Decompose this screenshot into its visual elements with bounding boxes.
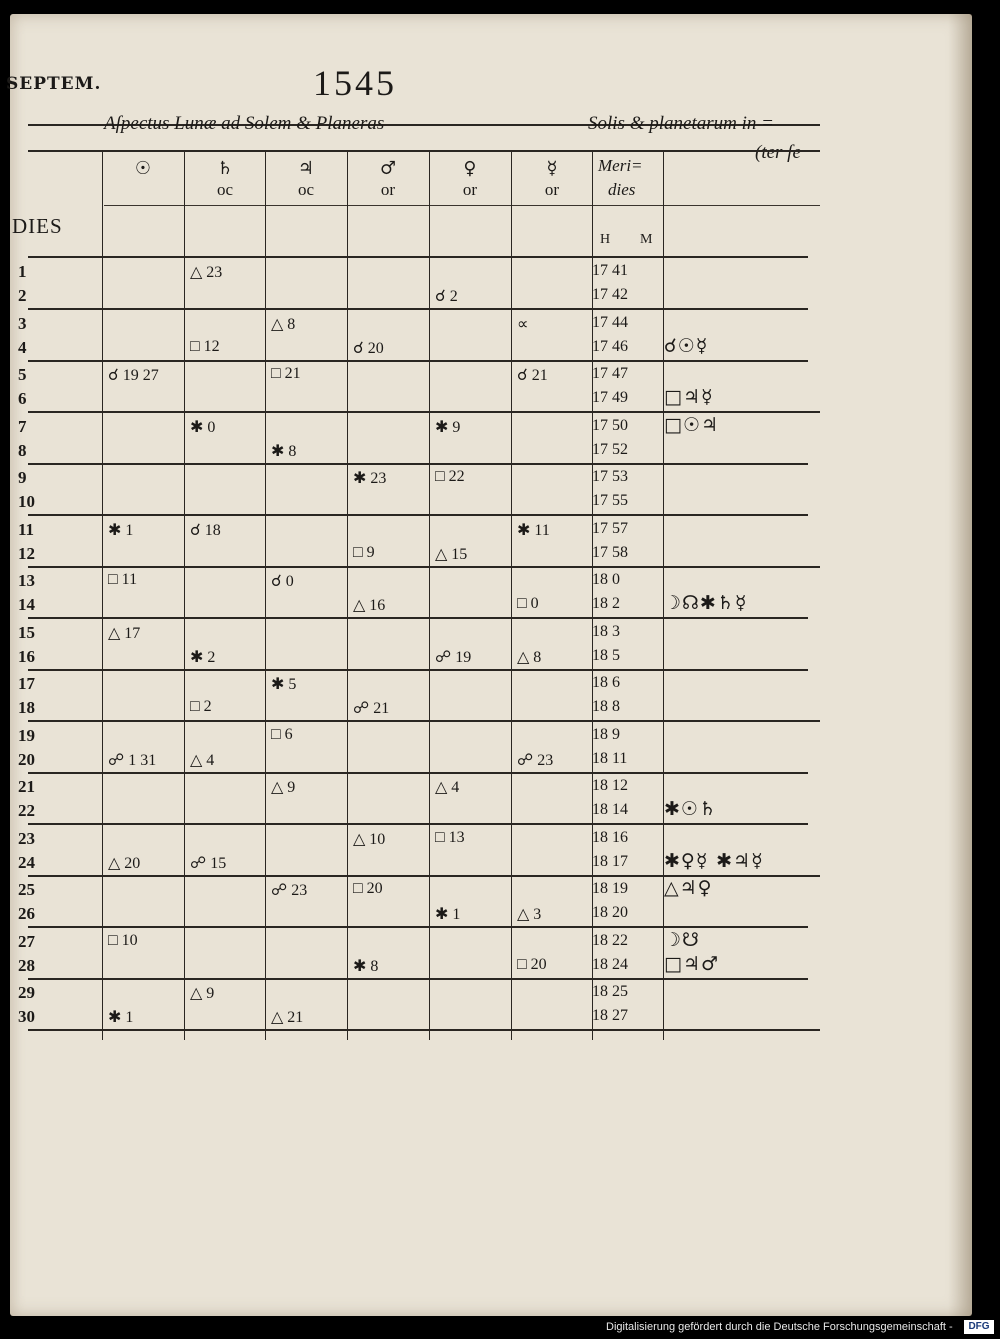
aspect-cell: ✱ 8 [353,957,379,975]
table-title-right-continued: (ter ſe [755,142,801,163]
column-rule-4 [347,150,348,1040]
meridies-time: 18 5 [592,646,620,664]
aspect-cell: △ 21 [271,1009,304,1026]
planetary-aspect-note: ✱♀☿ ✱♃☿ [664,849,764,872]
aspect-cell: ✱ 1 [108,1009,134,1026]
planetary-aspect-note: □☉♃ [664,413,720,436]
planetary-aspect-note: △♃♀ [664,877,713,899]
meridies-time: 18 25 [592,983,628,1000]
title-rule [28,150,820,152]
meridies-line1: Meri= [598,156,643,175]
planetary-aspect-note: ☽☊✱♄☿ [664,592,748,614]
table-title-left: Aſpectus Lunæ ad Solem & Planeras [104,113,385,134]
aspect-cell: △ 9 [271,779,296,796]
column-rule-5 [429,150,430,1040]
meridies-time: 18 20 [592,904,628,921]
aspect-cell: △ 9 [190,985,215,1002]
meridies-time: 18 27 [592,1007,628,1024]
row-pair-rule [28,463,808,465]
day-number: 24 [18,852,35,872]
meridies-time: 18 19 [592,880,628,897]
meridies-time: 18 0 [592,571,620,588]
aspect-cell: □ 2 [190,698,212,715]
day-number: 2 [18,286,27,305]
row-pair-rule [28,566,820,568]
day-number: 20 [18,749,35,769]
aspect-cell: □ 10 [108,931,138,949]
row-pair-rule [28,1029,820,1031]
book-page [10,14,972,1316]
meridies-line2: dies [608,180,636,199]
day-number: 30 [18,1007,35,1026]
meridies-time: 17 47 [592,365,628,382]
column-subtitle-5: or [462,180,478,199]
day-number: 5 [18,365,27,384]
aspect-cell: ✱ 9 [435,418,461,436]
aspect-cell: ☍ 21 [353,700,390,717]
meridies-time: 18 8 [592,698,620,715]
meridies-time: 17 50 [592,416,628,434]
meridies-time: 18 17 [592,852,628,870]
day-number: 16 [18,646,35,666]
aspect-cell: □ 9 [353,543,375,561]
column-subtitle-4: or [380,180,396,199]
row-pair-rule [28,360,808,362]
day-number: 10 [18,492,35,511]
aspect-cell: ☍ 19 [435,648,472,666]
column-symbol-3: ♃ [297,158,315,179]
aspect-cell: ☌ 18 [190,521,221,539]
meridies-time: 17 41 [592,262,628,279]
day-number: 22 [18,801,35,820]
aspect-cell: ☍ 23 [271,882,308,899]
meridies-time: 17 46 [592,337,628,355]
meridies-time: 17 58 [592,543,628,561]
day-number: 25 [18,880,35,899]
day-number: 27 [18,931,35,951]
meridies-time: 17 52 [592,440,628,458]
aspect-cell: □ 12 [190,337,220,355]
aspect-cell: △ 15 [435,545,468,563]
table-title-right: Solis & planetarum in = [588,113,774,134]
column-symbol-4: ♂ [379,158,397,179]
column-rule-3 [265,150,266,1040]
aspect-cell: ✱ 11 [517,521,550,539]
aspect-cell: △ 4 [435,779,460,796]
meridies-time: 18 2 [592,595,620,612]
day-number: 11 [18,519,35,539]
day-number: 1 [18,262,27,281]
row-pair-rule [28,617,808,619]
aspect-cell: ✱ 8 [271,442,297,460]
aspect-cell: ✱ 2 [190,648,216,666]
aspect-cell: △ 4 [190,751,215,769]
aspect-cell: ☌ 21 [517,367,548,384]
day-number: 4 [18,337,27,357]
aspect-cell: ☍ 1 31 [108,751,157,769]
row-pair-rule [28,772,808,774]
aspect-cell: ✱ 23 [353,470,387,487]
meridies-time: 18 9 [592,725,620,743]
column-symbol-1: ☉ [134,158,152,179]
dies-label: DIES [12,214,63,238]
page-fold-shadow [948,14,972,1316]
aspect-cell: △ 16 [353,597,386,614]
column-symbol-6: ☿ [546,158,558,179]
year-heading: 1545 [313,63,397,103]
aspect-cell: △ 10 [353,830,386,848]
row-pair-rule [28,308,808,310]
meridies-time: 18 24 [592,955,628,973]
aspect-cell: ☌ 0 [271,573,294,590]
day-number: 3 [18,313,27,333]
dfg-logo: DFG [964,1320,994,1334]
minutes-label: M [640,232,653,247]
day-number: 14 [18,595,35,614]
day-number: 19 [18,725,35,745]
aspect-cell: △ 23 [190,264,223,281]
planetary-aspect-note: □♃♂ [664,952,720,975]
row-pair-rule [28,823,808,825]
row-pair-rule [28,978,808,980]
meridies-time: 17 49 [592,389,628,406]
column-rule-1 [102,150,103,1040]
day-number: 28 [18,955,35,975]
aspect-cell: ☌ 2 [435,288,458,305]
footer-credit: Digitalisierung gefördert durch die Deutsche Forschungsgemeinschaft - [606,1321,953,1333]
aspect-cell: □ 6 [271,725,293,743]
month-heading: SEPTEM. [6,74,102,94]
meridies-time: 18 11 [592,749,628,767]
aspect-cell: ✱ 1 [435,906,461,923]
meridies-time: 18 3 [592,622,620,640]
column-rule-2 [184,150,185,1040]
day-number: 6 [18,389,27,408]
aspect-cell: ☍ 15 [190,854,227,872]
column-symbol-2: ♄ [216,158,234,179]
day-number: 23 [18,828,35,848]
aspect-cell: □ 13 [435,828,465,846]
aspect-cell: △ 17 [108,624,141,642]
meridies-time: 17 44 [592,313,628,331]
column-symbol-5: ♀ [463,158,477,179]
aspect-cell: □ 11 [108,571,138,588]
day-number: 17 [18,674,35,693]
aspect-cell: □ 20 [353,880,383,897]
aspect-cell: ✱ 0 [190,418,216,436]
planetary-aspect-note: ☌☉☿ [664,334,709,357]
meridies-time: 17 53 [592,468,628,485]
meridies-time: 17 57 [592,519,628,537]
day-number: 13 [18,571,35,590]
meridies-time: 18 16 [592,828,628,846]
meridies-time: 18 6 [592,674,620,691]
aspect-cell: □ 21 [271,365,301,382]
hours-label: H [600,232,611,247]
meridies-time: 18 14 [592,801,628,818]
planetary-aspect-note: □♃☿ [664,386,714,408]
day-number: 29 [18,983,35,1002]
header-subrule [104,205,820,206]
aspect-cell: △ 20 [108,854,141,872]
day-number: 8 [18,440,27,460]
row-pair-rule [28,720,820,722]
aspect-cell: ☌ 19 27 [108,367,159,384]
meridies-time: 18 22 [592,931,628,949]
aspect-cell: ☍ 23 [517,751,554,769]
day-number: 7 [18,416,27,436]
planetary-aspect-note: ☽☋ [664,928,700,951]
aspect-cell: △ 8 [271,315,296,333]
aspect-cell: ∝ [517,315,529,333]
aspect-cell: ✱ 5 [271,676,297,693]
day-number: 12 [18,543,35,563]
day-number: 9 [18,468,27,487]
header-bottom-rule [28,256,808,258]
row-pair-rule [28,514,808,516]
meridies-time: 18 12 [592,777,628,794]
column-subtitle-3: oc [297,180,315,199]
day-number: 15 [18,622,35,642]
aspect-cell: □ 0 [517,595,539,612]
aspect-cell: □ 20 [517,955,547,973]
aspect-cell: △ 8 [517,648,542,666]
meridies-time: 17 55 [592,492,628,509]
aspect-cell: △ 3 [517,906,542,923]
day-number: 21 [18,777,35,796]
day-number: 26 [18,904,35,923]
aspect-cell: □ 22 [435,468,465,485]
column-rule-6 [511,150,512,1040]
row-pair-rule [28,669,808,671]
day-number: 18 [18,698,35,717]
column-subtitle-2: oc [216,180,234,199]
planetary-aspect-note: ✱☉♄ [664,798,717,820]
column-subtitle-6: or [544,180,560,199]
aspect-cell: ☌ 20 [353,339,384,357]
aspect-cell: ✱ 1 [108,521,134,539]
meridies-time: 17 42 [592,286,628,303]
